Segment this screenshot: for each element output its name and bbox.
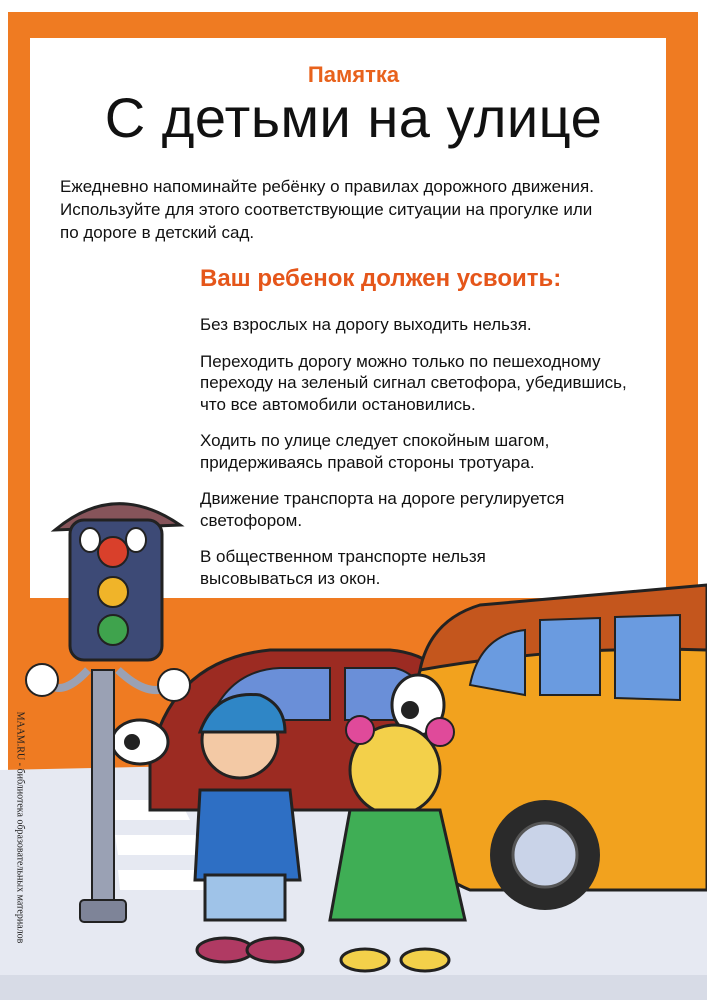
intro-line: Ежедневно напоминайте ребёнку о правилах дорожного движения.	[60, 177, 594, 196]
glove-icon	[158, 669, 190, 701]
bow-icon	[426, 718, 454, 746]
watermark: MAAM.RU - библиотека образовательных материалов	[14, 711, 26, 944]
intro-line: Используйте для этого соответствующие ситуации на прогулке или	[60, 200, 593, 219]
rule-line: что все автомобили остановились.	[200, 394, 476, 414]
page-title: С детьми на улице	[104, 86, 603, 149]
curb	[0, 975, 707, 1000]
rule-line: Переходить дорогу можно только по пешеходному	[200, 351, 601, 371]
rule-line: Ходить по улице следует спокойным шагом,	[200, 431, 550, 450]
page-subtitle: Памятка	[307, 62, 400, 87]
rule-item	[200, 351, 670, 416]
glove-icon	[26, 664, 58, 696]
rule-line: Движение транспорта на дороге регулируется	[200, 489, 565, 508]
rule-line: высовываться из окон.	[200, 568, 381, 588]
rule-line: светофором.	[200, 510, 303, 530]
rule-line: переходу на зеленый сигнал светофора, убедившись,	[200, 373, 627, 392]
red-light-icon	[98, 537, 128, 567]
rule-line: В общественном транспорте нельзя	[200, 547, 486, 566]
rule-item	[200, 314, 670, 336]
intro-line: по дороге в детский сад.	[60, 223, 255, 242]
intro-paragraph	[60, 175, 670, 244]
rule-item	[200, 430, 670, 473]
yellow-light-icon	[98, 577, 128, 607]
bow-icon	[346, 716, 374, 744]
rules-heading: Ваш ребенок должен усвоить:	[200, 265, 562, 292]
street-illustration	[0, 470, 707, 1000]
rule-line: придерживаясь правой стороны тротуара.	[200, 452, 535, 472]
rule-line: Без взрослых на дорогу выходить нельзя.	[200, 315, 532, 334]
green-light-icon	[98, 615, 128, 645]
